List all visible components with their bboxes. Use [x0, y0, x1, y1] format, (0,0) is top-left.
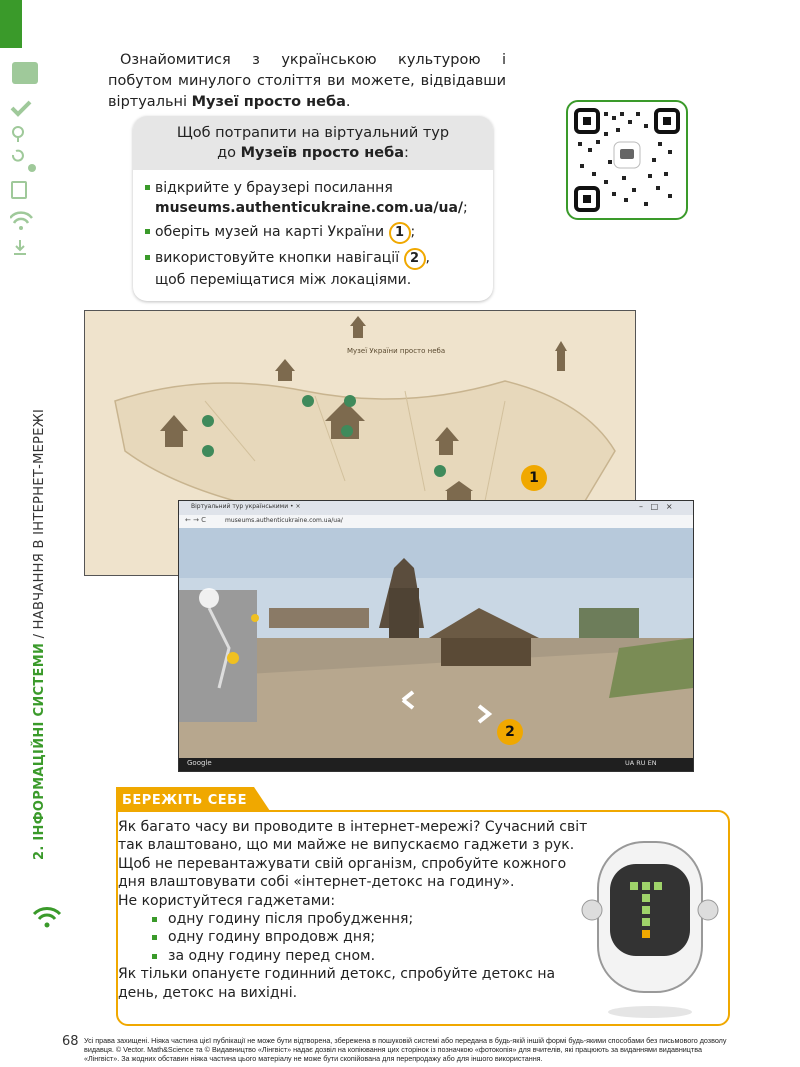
instructions-list	[145, 178, 485, 294]
wifi-icon	[10, 213, 32, 223]
language-switch[interactable]: UA RU EN	[625, 759, 657, 767]
browser-tabbar: Віртуальний тур українськими • × – □ ×	[179, 501, 693, 515]
careful-title: БЕРЕЖІТЬ СЕБЕ	[122, 793, 247, 808]
folder-icon	[12, 62, 38, 84]
page-number: 68	[62, 1034, 79, 1049]
list-item: одну годину впродовж дня;	[152, 928, 588, 946]
robot-illustration	[580, 830, 720, 1020]
download-icon	[14, 240, 26, 254]
instructions-title: Щоб потрапити на віртуальний тур до Музеїв просто неба:	[133, 116, 493, 170]
map-badge-1: 1	[521, 465, 547, 491]
list-item: одну годину після пробудження;	[152, 910, 588, 928]
careful-text: Як багато часу ви проводите в інтернет-мережі? Сучасний світ так влаштовано, що ми майже не випускаємо гаджети з рук. Щоб не перевантажувати свій організм, спробуйте кожного дня влаштовувати собі «інтернет-детокс на годину». Не користуйтеся гаджетами: одну годину після пробудження; одну годину впродовж дня; за одну годину перед сном. Як тільки опануєте годинний детокс, спробуйте детокс на день, детокс на вихідні.	[118, 819, 588, 1001]
map-title: Музеї України просто неба	[347, 347, 446, 355]
copyright-footer: Усі права захищені. Ніяка частина цієї публікації не може бути відтворена, збережена в пошуковій системі або передана в будь-якій іншій формі будь-якими способами без письмового дозволу видавця. © Vector. Math&Science та © Видавництво «Лінгвіст» надає дозвіл на копіювання цих сторінок із позначкою «фотокопія» для вчителів, які працюють за виданнями видавництва «Лінгвіст». За жодних обставин ніяка частина цього матеріалу не може бути скопійована для перепродажу або для іншого використання.	[84, 1036, 727, 1064]
wifi-icon	[32, 906, 62, 930]
intro-paragraph: Ознайомитися з українською культурою і побутом минулого століття ви можете, відвідавши віртуальні Музеї просто неба.	[108, 52, 506, 110]
refresh-icon	[13, 151, 23, 161]
instructions-box	[133, 116, 493, 301]
careful-list	[118, 910, 588, 965]
careful-title-tab	[116, 787, 270, 811]
document-icon	[12, 182, 26, 198]
virtual-tour-browser-image	[178, 500, 694, 772]
list-item: за одну годину перед сном.	[152, 947, 588, 965]
list-item: відкрийте у браузері посилання museums.authenticukraine.com.ua/ua/;	[145, 178, 485, 218]
marker-2: 2	[404, 248, 426, 270]
chapter-vertical-title: 2. ІНФОРМАЦІЙНІ СИСТЕМИ / НАВЧАННЯ В ІНТЕРНЕТ-МЕРЕЖІ	[32, 408, 47, 860]
chapter-color-tab	[0, 0, 22, 48]
google-label: Google	[187, 759, 212, 767]
browser-address-bar[interactable]: ← → C museums.authenticukraine.com.ua/ua/	[179, 515, 693, 529]
nav-badge-2: 2	[497, 719, 523, 745]
check-icon	[12, 102, 30, 114]
museum-link[interactable]: museums.authenticukraine.com.ua/ua/	[155, 200, 463, 216]
panorama-view	[179, 528, 693, 771]
side-icons-graphic	[10, 60, 50, 270]
qr-pattern	[568, 102, 686, 218]
list-item: використовуйте кнопки навігації 2 , щоб переміщатися між локаціями.	[145, 248, 485, 290]
qr-code[interactable]	[566, 100, 688, 220]
list-item: оберіть музей на карті України 1 ;	[145, 222, 485, 244]
bulb-icon	[13, 127, 23, 137]
marker-1: 1	[389, 222, 411, 244]
gear-icon	[28, 164, 36, 172]
